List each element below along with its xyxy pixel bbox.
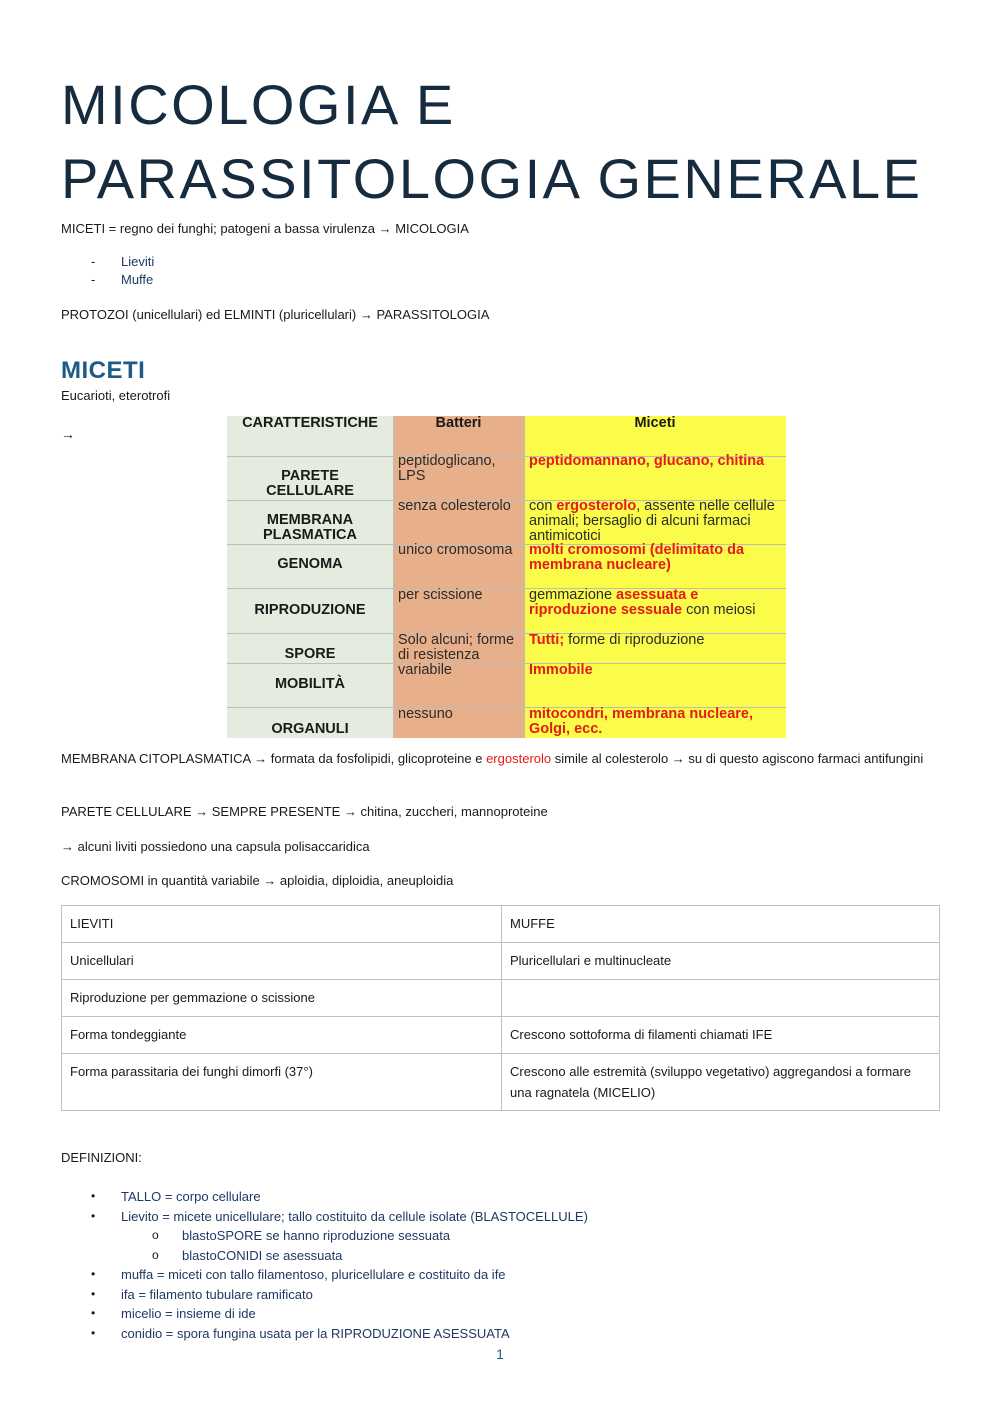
table-row — [62, 980, 940, 1017]
dash-marker: - — [91, 254, 96, 269]
bullet-icon: • — [91, 1306, 96, 1320]
list-item: • ifa = filamento tubulare ramificato — [91, 1285, 588, 1305]
row-label-riproduzione: RIPRODUZIONE — [254, 602, 366, 618]
batteri-riproduzione: per scissione — [398, 587, 483, 603]
table-row — [62, 943, 940, 980]
list-item: • TALLO = corpo cellulare — [91, 1187, 588, 1207]
table-row — [62, 1017, 940, 1054]
list-item: • muffa = miceti con tallo filamentoso, pluricellulare e costituito da ife — [91, 1265, 588, 1285]
membrana-paragraph: MEMBRANA CITOPLASMATICA → formata da fosfolipidi, glicoproteine e ergosterolo simile al colesterolo → su di questo agiscono farmaci antifungini — [61, 751, 924, 766]
header-batteri: Batteri — [435, 415, 482, 431]
miceti-parete: peptidomannano, glucano, chitina — [529, 453, 765, 469]
table-row — [62, 906, 940, 943]
bullet-icon: • — [91, 1325, 96, 1340]
miceti-subtitle: Eucarioti, eterotrofi — [61, 388, 171, 403]
dash-marker: - — [91, 272, 96, 287]
sub-list-item: o blastoSPORE se hanno riproduzione sessuata — [121, 1226, 588, 1246]
row-label-organuli: ORGANULI — [271, 721, 349, 737]
page-number: 1 — [496, 1346, 504, 1362]
bullet-icon: • — [91, 1286, 96, 1301]
batteri-mobilita: variabile — [398, 662, 452, 678]
table-cell: Forma tondeggiante — [62, 1017, 502, 1054]
page-title: MICOLOGIA E PARASSITOLOGIA GENERALE — [61, 73, 923, 210]
bullet-icon: • — [91, 1189, 96, 1203]
miceti-types-list — [91, 253, 154, 289]
table-cell — [502, 980, 940, 1017]
row-label-genoma: GENOMA — [277, 556, 343, 572]
table-cell: MUFFE — [502, 906, 940, 943]
table-row — [62, 1054, 940, 1111]
header-caratteristiche: CARATTERISTICHE — [242, 415, 378, 431]
miceti-organuli: mitocondri, membrana nucleare, Golgi, ecc. — [529, 706, 754, 737]
definizioni-list — [91, 1187, 588, 1343]
cromosomi-paragraph: CROMOSOMI in quantità variabile → aploidia, diploidia, aneuploidia — [61, 873, 454, 888]
miceti-spore: Tutti; forme di riproduzione — [529, 632, 705, 648]
protozoi-definition: PROTOZOI (unicellulari) ed ELMINTI (pluricellulari) → PARASSITOLOGIA — [61, 307, 490, 322]
miceti-membrana: con ergosterolo, assente nelle cellule animali; bersaglio di alcuni farmaci antimicotici — [529, 498, 775, 544]
bacteria-fungi-comparison-table — [227, 416, 786, 738]
row-label-spore: SPORE — [284, 646, 336, 662]
list-item: - Muffe — [91, 272, 154, 287]
table-cell: Forma parassitaria dei funghi dimorfi (37°) — [62, 1054, 502, 1111]
section-heading-miceti: MICETI — [61, 357, 146, 384]
table-cell: Unicellulari — [62, 943, 502, 980]
arrow-marker: → — [61, 426, 75, 442]
header-miceti: Miceti — [634, 415, 676, 431]
list-item: • Lievito = micete unicellulare; tallo costituito da cellule isolate (BLASTOCELLULE) o blastoSPORE se hanno riproduzione sessuata o blastoCONIDI se asessuata — [91, 1207, 588, 1266]
batteri-genoma: unico cromosoma — [398, 542, 513, 558]
table-cell: Crescono sottoforma di filamenti chiamati IFE — [502, 1017, 940, 1054]
bullet-icon: • — [91, 1267, 96, 1281]
circle-bullet-icon: o — [152, 1228, 159, 1242]
sub-list-item: o blastoCONIDI se asessuata — [121, 1246, 588, 1266]
batteri-parete: peptidoglicano, LPS — [398, 453, 496, 484]
miceti-definition: MICETI = regno dei funghi; patogeni a bassa virulenza → MICOLOGIA — [61, 221, 469, 236]
row-label-parete: PARETE CELLULARE — [266, 468, 354, 499]
batteri-organuli: nessuno — [398, 706, 453, 722]
row-label-mobilita: MOBILITÀ — [274, 676, 346, 692]
lieviti-muffe-table — [61, 905, 940, 1111]
list-item: • conidio = spora fungina usata per la RIPRODUZIONE ASESSUATA — [91, 1324, 588, 1344]
capsula-paragraph: → alcuni liviti possiedono una capsula polisaccaridica — [61, 839, 370, 854]
parete-paragraph: PARETE CELLULARE → SEMPRE PRESENTE → chitina, zuccheri, mannoproteine — [61, 804, 548, 819]
batteri-membrana: senza colesterolo — [398, 498, 511, 514]
list-item: • micelio = insieme di ide — [91, 1304, 588, 1324]
table-cell: Riproduzione per gemmazione o scissione — [62, 980, 502, 1017]
list-item: - Lieviti — [91, 254, 155, 269]
miceti-genoma: molti cromosomi (delimitato da membrana nucleare) — [529, 542, 745, 573]
definizioni-label: DEFINIZIONI: — [61, 1150, 142, 1165]
row-label-membrana: MEMBRANA PLASMATICA — [263, 512, 357, 543]
table-cell: Crescono alle estremità (sviluppo vegetativo) aggregandosi a formare una ragnatela (MICELIO) — [502, 1054, 940, 1111]
table-cell: Pluricellulari e multinucleate — [502, 943, 940, 980]
sub-list — [121, 1226, 588, 1265]
miceti-riproduzione: gemmazione asessuata e riproduzione sessuale con meiosi — [529, 587, 756, 618]
bullet-icon: • — [91, 1208, 96, 1223]
miceti-mobilita: Immobile — [529, 662, 593, 678]
circle-bullet-icon: o — [152, 1247, 159, 1262]
batteri-spore: Solo alcuni; forme di resistenza — [398, 632, 515, 663]
table-cell: LIEVITI — [62, 906, 502, 943]
